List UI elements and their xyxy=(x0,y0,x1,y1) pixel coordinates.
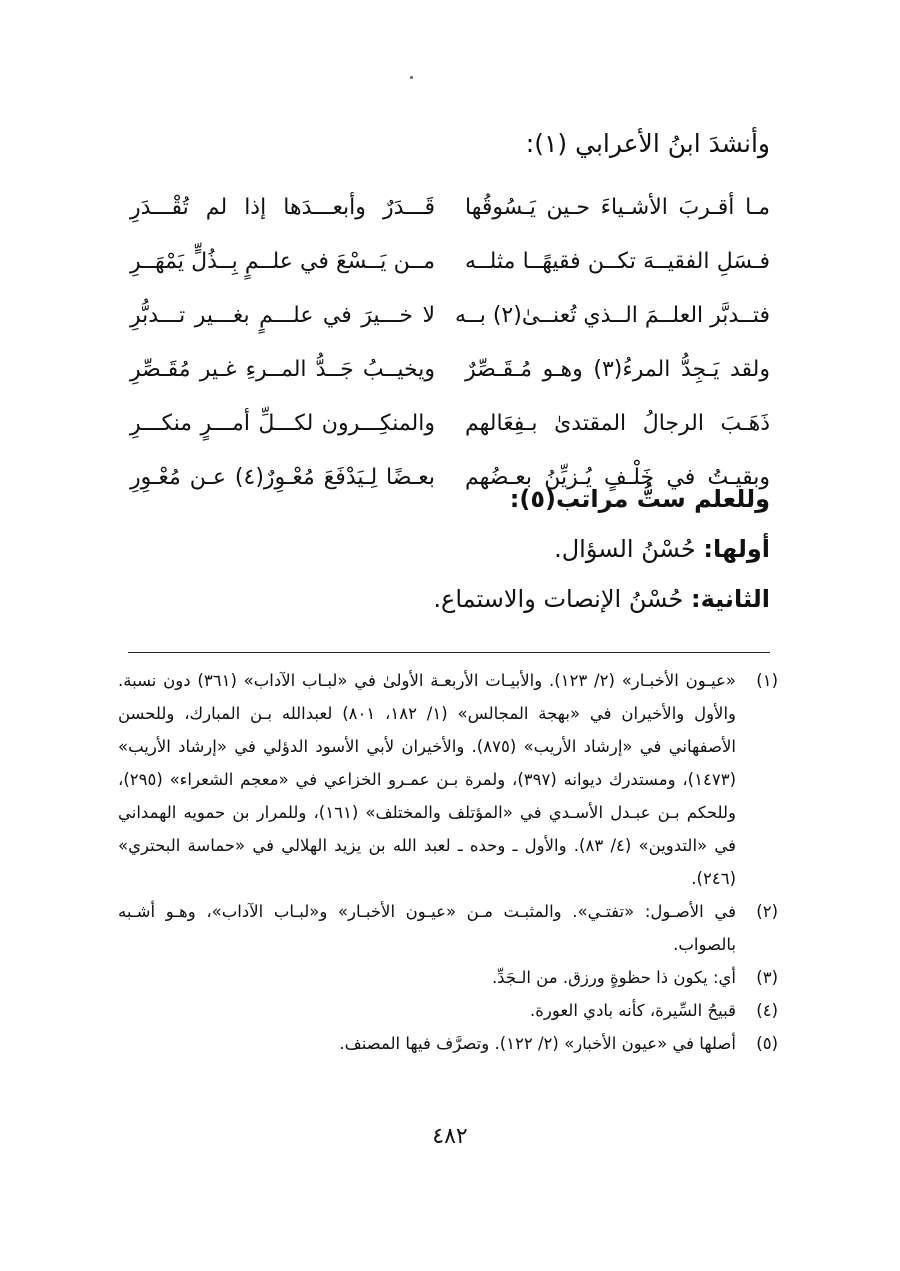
footnote-5 xyxy=(118,1027,778,1060)
verse-4-first-hemistich: ولقد يَـجِدُّ المرءُ(٣) وهـو مُـقَـصِّرٌ xyxy=(465,356,770,382)
footnote-4 xyxy=(118,994,778,1027)
rank-first xyxy=(433,524,770,574)
ranks-heading xyxy=(433,474,770,524)
footnote-1 xyxy=(118,664,778,895)
rank-first-text: حُسْنُ السؤال. xyxy=(554,535,696,563)
poem xyxy=(130,180,770,504)
verse-3 xyxy=(130,288,770,342)
verse-2 xyxy=(130,234,770,288)
footnote-3 xyxy=(118,961,778,994)
footnote-5-text: أصلها في «عيون الأخبار» (٢/ ١٢٢). وتصرَّف فيها المصنف. xyxy=(339,1034,736,1053)
footnote-3-text: أي: يكون ذا حظوةٍ ورزق. من الـجَدِّ. xyxy=(491,968,736,987)
verse-6-second-hemistich: بعـضًا لِـيَدْفَعَ مُعْـوِرٌ(٤) عـن مُعْـوِرِ xyxy=(130,464,435,490)
verse-1-second-hemistich: قَـــدَرٌ وأبعـــدَها إذا لم تُقْـــدَرِ xyxy=(130,194,435,220)
verse-4 xyxy=(130,342,770,396)
poem-intro: وأنشدَ ابنُ الأعرابي (١): xyxy=(525,129,770,158)
footnote-4-text: قبيحُ السِّيرة، كأنه بادي العورة. xyxy=(529,1001,736,1020)
verse-5-second-hemistich: والمنكِـــرون لكـــلِّ أمـــرٍ منكـــرِ xyxy=(130,410,435,436)
rank-second xyxy=(433,574,770,624)
verse-1 xyxy=(130,180,770,234)
ranks-heading-text: وللعلم ستُّ مراتب(٥): xyxy=(509,485,770,513)
footnote-1-number: (١) xyxy=(756,671,778,690)
footnote-2-text: في الأصـول: «تفتـي». والمثبـت مـن «عيـون الأخبـار» و«لبـاب الآداب»، وهـو أشـبه بالصواب. xyxy=(118,902,736,954)
footnote-5-number: (٥) xyxy=(756,1034,778,1053)
footnote-1-text: «عيـون الأخبـار» (٢/ ١٢٣). والأبيـات الأربعـة الأولىٰ في «لبـاب الآداب» (٣٦١) دون نسبة. والأول والأخيران في «بهجة المجالس» (١/ ١٨٢، ٨٠١) لعبدالله بـن المبارك، وللحسن الأصفهاني في «إرشاد الأريب» (٨٧٥). والأخيران لأبي الأسود الدؤلي في «إرشاد الأريب» (١٤٧٣)، ومستدرك ديوانه (٣٩٧)، ولمرة بـن عمـرو الخزاعي في «معجم الشعراء» (٢٩٥)، وللحكم بـن عبـدل الأسـدي في «المؤتلف والمختلف» (١٦١)، وللمرار بن حمويه الهمداني في «التدوين» (٤/ ٨٣). والأول ـ وحده ـ لعبد الله بن يزيد الهلالي في «حماسة البحتري» (٢٤٦). xyxy=(118,671,736,888)
knowledge-ranks xyxy=(433,474,770,624)
verse-1-first-hemistich: مـا أقـربَ الأشـياءَ حـين يَـسُوقُها xyxy=(465,194,770,220)
footnotes xyxy=(118,664,778,1060)
rank-second-label: الثانية: xyxy=(690,585,770,613)
footnote-separator xyxy=(128,652,770,653)
footnote-2-number: (٢) xyxy=(756,902,778,921)
verse-6-first-hemistich: وبقيـتُ في خَلْـفٍ يُـزيِّنُ بعـضُهم xyxy=(465,464,770,490)
verse-2-first-hemistich: فـسَلِ الفقيــهَ تكــن فقيهًــا مثلــه xyxy=(465,248,770,274)
verse-5 xyxy=(130,396,770,450)
footnote-3-number: (٣) xyxy=(756,968,778,987)
footnote-2 xyxy=(118,895,778,961)
ink-dot xyxy=(410,76,413,79)
verse-5-first-hemistich: ذَهَـبَ الرجالُ المقتدىٰ بـفِعَالهم xyxy=(465,410,770,436)
footnote-4-number: (٤) xyxy=(756,1001,778,1020)
rank-first-label: أولها: xyxy=(703,535,770,563)
verse-2-second-hemistich: مــن يَــسْعَ في علــمٍ بِــذُلٍّ يَمْهَــرِ xyxy=(130,248,435,274)
page-number: ٤٨٢ xyxy=(432,1124,468,1149)
verse-3-first-hemistich: فتــدبَّر العلــمَ الــذي تُعنــىٰ(٢) بــه xyxy=(455,302,770,328)
rank-second-text: حُسْنُ الإنصات والاستماع. xyxy=(433,585,684,613)
verse-4-second-hemistich: ويخيــبُ جَــدُّ المــرءِ غـير مُقَـصِّرِ xyxy=(130,356,435,382)
verse-3-second-hemistich: لا خـــيرَ في علـــمٍ بغـــير تـــدبُّرِ xyxy=(130,302,435,328)
